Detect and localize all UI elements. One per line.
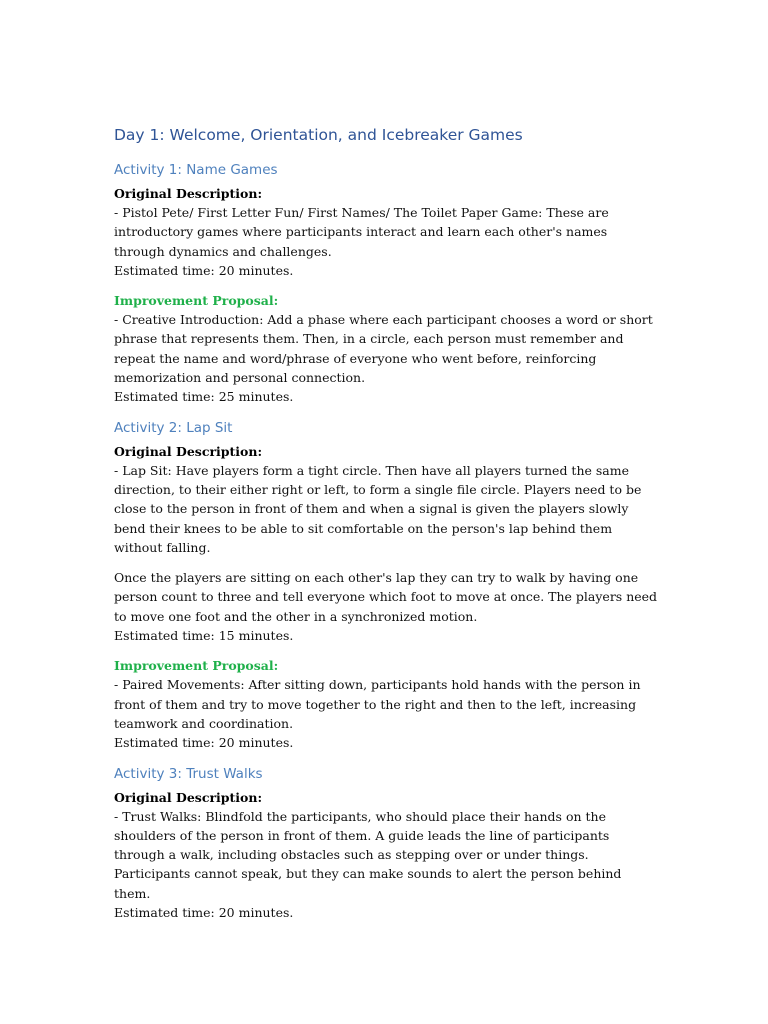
improvement-proposal [114,656,659,752]
document-page [114,124,659,933]
activity-title: Activity 2: Lap Sit [114,419,233,436]
improvement-proposal-label: Improvement Proposal: [114,293,279,309]
activity-2 [114,418,659,753]
improvement-proposal-text: - Creative Introduction: Add a phase where each participant chooses a word or short phrase that represents them. Then, in a circle, each person must remember and repeat the name and word/phrase of everyone who went before, reinforcing memorization and personal connection. [114,312,653,386]
original-description-label: Original Description: [114,443,263,459]
original-description-label: Original Description: [114,186,263,201]
original-description-text: - Lap Sit: Have players form a tight circle. Then have all players turned the same direction, to their either right or left, to form a single file circle. Players need to be close to the person in front of them and when a signal is given the players slowly bend their knees to be able to sit comfortable on the person's lap behind them without falling. [114,462,642,555]
original-description-text: - Pistol Pete/ First Letter Fun/ First Names/ The Toilet Paper Game: These are introductory games where participants interact and learn each other's names through dynamics and challenges. [114,205,609,259]
original-description [114,442,659,646]
estimated-time: Estimated time: 20 minutes. [114,905,294,921]
activity-title: Activity 1: Name Games [114,162,278,178]
original-description [114,788,659,923]
activity-3 [114,764,659,923]
estimated-time: Estimated time: 15 minutes. [114,628,294,644]
document-title: Day 1: Welcome, Orientation, and Icebreaker Games [114,126,523,144]
improvement-proposal [114,291,659,406]
improvement-proposal-text: - Paired Movements: After sitting down, participants hold hands with the person in front of them and try to move together to the right and then to the left, increasing teamwork and coordination. [114,677,641,731]
original-description-text-2: Once the players are sitting on each other's lap they can try to walk by having one person count to three and tell everyone which foot to move at once. The players need to move one foot and the other in a synchronized motion. [114,570,658,624]
activity-1 [114,160,659,407]
original-description-label: Original Description: [114,789,263,805]
improvement-proposal-label: Improvement Proposal: [114,658,279,674]
original-description-text: - Trust Walks: Blindfold the participants, who should place their hands on the shoulders of the person in front of them. A guide leads the line of participants through a walk, including obstacles such as stepping over or under things. Participants cannot speak, but they can make sounds to alert the person behind them. [114,808,622,901]
estimated-time: Estimated time: 25 minutes. [114,389,294,405]
estimated-time: Estimated time: 20 minutes. [114,735,294,751]
activity-title: Activity 3: Trust Walks [114,765,263,782]
estimated-time: Estimated time: 20 minutes. [114,262,294,278]
original-description [114,184,659,280]
